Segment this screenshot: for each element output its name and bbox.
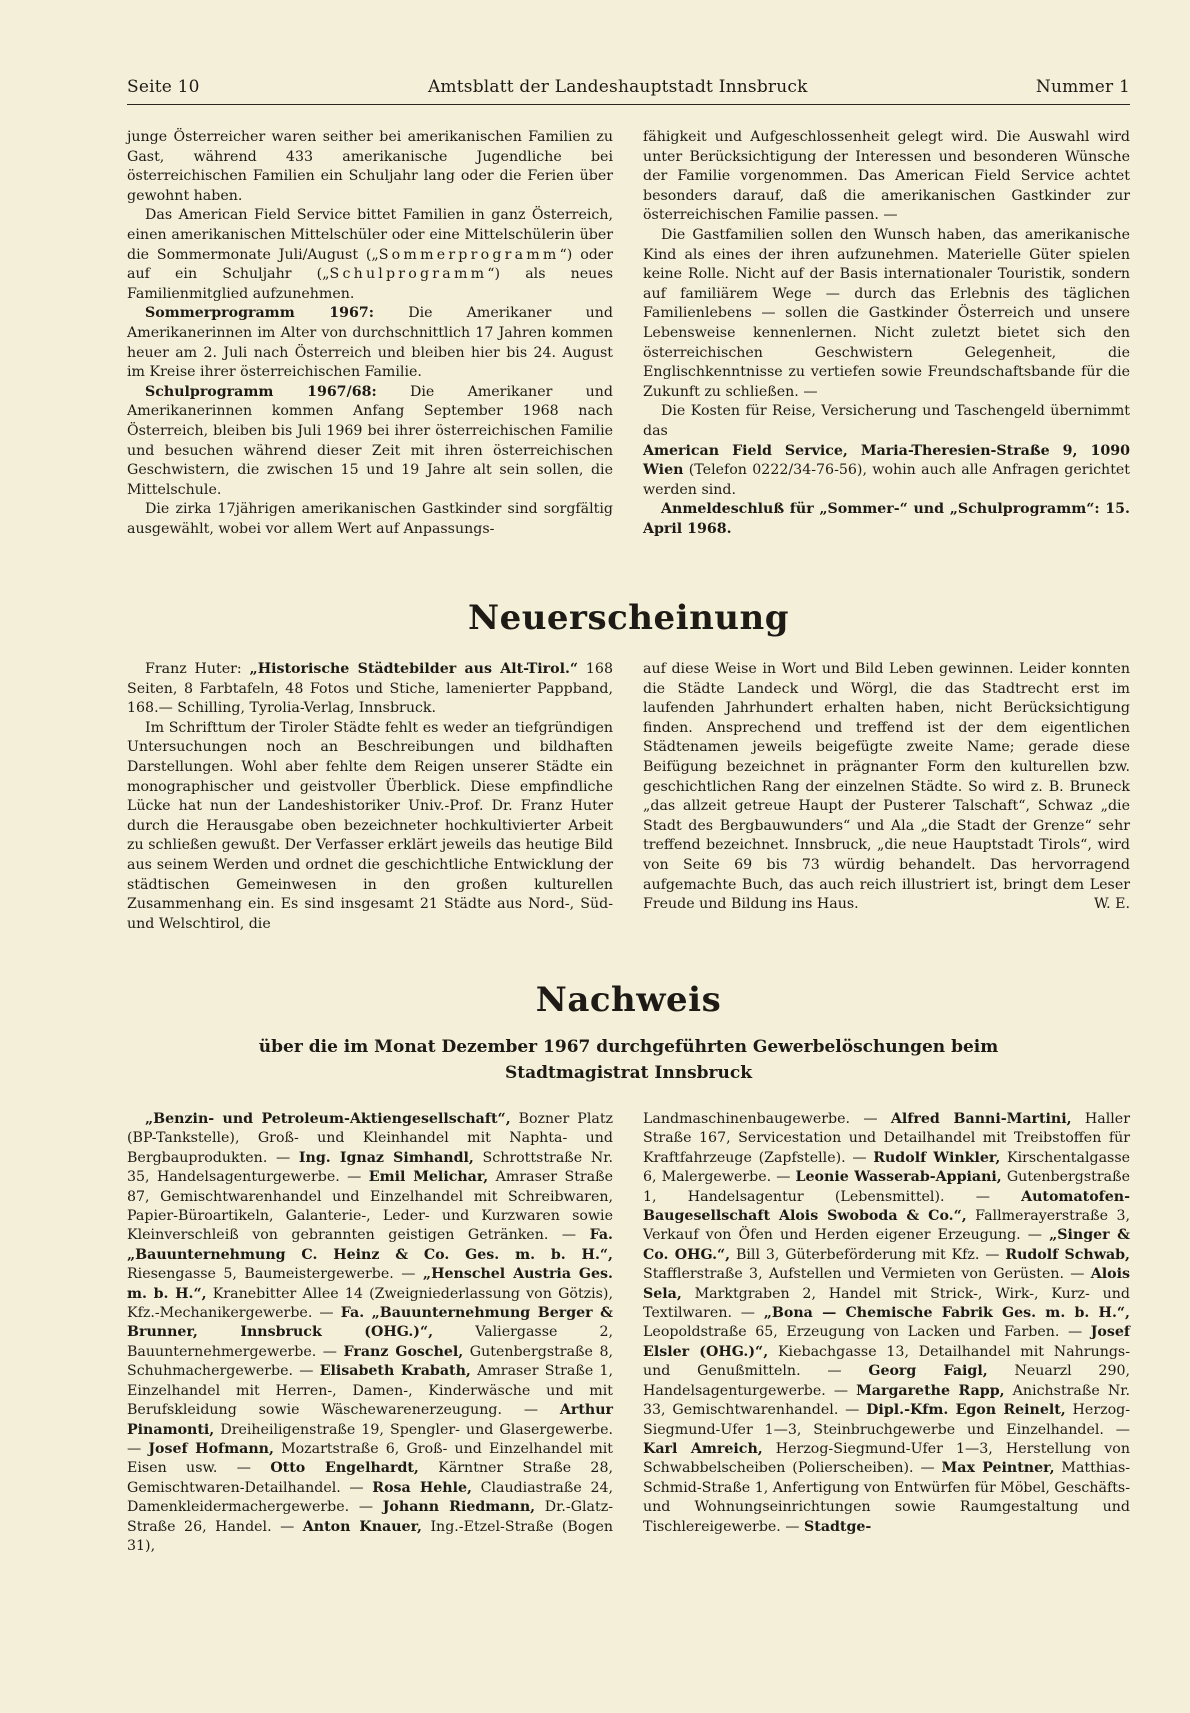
afs-p2-part-e: “) als neues Familienmitglied aufzunehmen.: [127, 266, 613, 302]
afs-sommerprogramm-term: Sommerprogramm: [378, 246, 560, 263]
afs-paragraph-4: [127, 383, 613, 501]
gewerbe-entry-details: Kranebitter Allee 14 (Zweigniederlassung von Götzis), Kfz.-Mechanikergewerbe. —: [127, 1285, 613, 1322]
gewerbe-entry-details: Stafflerstraße 3, Aufstellen und Vermieten von Gerüsten. —: [643, 1266, 1091, 1283]
gewerbe-entry-details: Landmaschinenbaugewerbe. —: [643, 1111, 891, 1127]
gewerbe-entry-name: Automatofen-Baugesellschaft Alois Swoboda & Co.“,: [643, 1188, 1130, 1225]
gewerbe-entry-details: Valiergasse 2, Bauunternehmergewerbe. —: [127, 1324, 613, 1360]
gewerbe-entry-name: Georg Faigl,: [868, 1363, 988, 1380]
gewerbe-entry-name: Dipl.-Kfm. Egon Reinelt,: [866, 1402, 1066, 1419]
gewerbe-entry-name: Max Peintner,: [941, 1460, 1055, 1477]
afs-p2-part-a: Das American Field Service bittet Familien in ganz Österreich, einen amerikanischen Mittelschüler oder eine Mittelschülerin über die Sommermonate Juli/August („: [127, 207, 613, 263]
gewerbe-entry-name: Josef Hofmann,: [148, 1440, 274, 1457]
book-author: Franz Huter:: [145, 661, 250, 677]
gewerbe-entry-details: Kärntner Straße 28, Gemischtwaren-Detailhandel. —: [127, 1460, 613, 1496]
gewerbe-entry-details: Amraser Straße 1, Einzelhandel mit Herren-, Damen-, Kinderwäsche und mit Berufskleidung sowie Wäschewarenerzeugung. —: [127, 1363, 614, 1419]
afs-p2-part-c: “) oder auf ein Schuljahr („: [127, 246, 613, 283]
gewerbe-entry-details: Neuarzl 290, Handelsagenturgewerbe. —: [643, 1363, 1131, 1399]
book-citation: [127, 660, 613, 719]
nachweis-subtitle-line-2: Stadtmagistrat Innsbruck: [505, 1063, 752, 1083]
afs-address: [643, 442, 1130, 501]
book-review-paragraph-1: Im Schrifttum der Tiroler Städte fehlt es weder an tiefgründigen Untersuchungen noch an Beschreibungen und bildhaften Darstellungen. Wohl aber fehlte dem Reigen unserer Städte ein monographischer und geistvoller Überblick. Diese empfindliche Lücke hat nun der Landeshistoriker Univ.-Prof. Dr. Franz Huter durch die Herausgabe oben bezeichneter hochkultivierter Arbeit zu schließen gewußt. Der Verfasser erklärt jeweils das heutige Bild aus seinem Werden und ordnet die geschichtliche Entwicklung der städtischen Gemeinwesen in den großen kulturellen Zusammenhang ein. Es sind insgesamt 21 Städte aus Nord-, Süd- und Welschtirol, die: [127, 719, 613, 932]
gewerbe-entry-name: Ing. Ignaz Simhandl,: [298, 1149, 474, 1166]
afs-deadline: [643, 500, 1130, 539]
afs-schulprogramm-term: Schulprogramm: [329, 266, 488, 283]
gewerbe-entry-name: Alfred Banni-Martini,: [890, 1111, 1072, 1127]
sommerprogramm-text: Die Amerikaner und Amerikanerinnen im Alter von durchschnittlich 17 Jahren kommen heuer am 2. Juli nach Österreich und bleiben hier bis 24. August im Kreise ihrer österreichischen Familie.: [127, 305, 613, 381]
nachweis-subtitle-line-1: über die im Monat Dezember 1967 durchgeführten Gewerbelöschungen beim: [258, 1037, 999, 1057]
gewerbe-entry: [643, 1111, 891, 1127]
gewerbe-entry-details: Haller Straße 167, Servicestation und Detailhandel mit Treibstoffen für Kraftfahrzeuge (Zapfstelle). —: [643, 1111, 1130, 1166]
gewerbe-entry-details: Gutenbergstraße 8, Schuhmachergewerbe. —: [127, 1343, 613, 1380]
gewerbe-list-right: [643, 1110, 1130, 1537]
schulprogramm-text: Die Amerikaner und Amerikanerinnen kommen Anfang September 1968 nach Österreich, bleiben bis Juli 1969 bei ihrer österreichischen Familie und besuchen während dieser Zeit mit ihren österreichischen Geschwistern, die zwischen 15 und 19 Jahre alt sein sollen, die Mittelschule.: [127, 383, 614, 498]
nachweis-title: Nachweis: [535, 980, 722, 1020]
gewerbe-entry-name: Fa. „Bauunternehmung Berger & Brunner, Innsbruck (OHG.)“,: [127, 1305, 613, 1341]
afs-paragraph-3: [127, 304, 613, 382]
header-rule: [127, 104, 1130, 105]
gewerbe-entry-details: Marktgraben 2, Handel mit Strick-, Wirk-, Kurz- und Textilwaren. —: [643, 1285, 1130, 1322]
review-signature: W. E.: [1094, 896, 1130, 913]
gewerbe-entry-name: Leonie Wasserab-Appiani,: [795, 1169, 1002, 1186]
gewerbe-entry-details: Mozartstraße 6, Groß- und Einzelhandel mit Eisen usw. —: [127, 1440, 614, 1477]
book-review-text: auf diese Weise in Wort und Bild Leben gewinnen. Leider konnten die Städte Landeck und Wörgl, die das Stadtrecht erst im laufenden Jahrhundert erhalten haben, nicht Berücksichtigung finden. Ansprechend und treffend ist der dem eigentlichen Städtenamen jeweils beigefügte zweite Name; gerade diese Beifügung bezeichnet in prägnanter Form den kulturellen bzw. geschichtlichen Rang der einzelnen Städte. So wird z. B. Bruneck „das allzeit getreue Haupt der Pusterer Talschaft“, Schwaz „die Stadt des Bergbauwunders“ und Ala „die Stadt der Grenze“ sehr treffend bezeichnet. Innsbruck, „die neue Hauptstadt Tirols“, wird von Seite 69 bis 73 würdig behandelt. Das hervorragend aufgemachte Buch, das auch reich illustriert ist, bringt dem Leser Freude und Bildung ins Haus.: [643, 661, 1130, 913]
gewerbe-right-paragraph: [643, 1110, 1130, 1537]
book-title: „Historische Städtebilder aus Alt-Tirol.“: [249, 661, 579, 677]
gewerbe-entry-details: Kirschentalgasse 6, Malergewerbe. —: [643, 1149, 1130, 1186]
gewerbe-entry-name: Franz Goschel,: [343, 1343, 464, 1360]
gewerbe-entry-details: Dr.-Glatz-Straße 26, Handel. —: [127, 1499, 613, 1535]
gewerbe-entry-details: Herzog-Siegmund-Ufer 1—3, Steinbruchgewerbe und Einzelhandel. —: [643, 1402, 1130, 1438]
gewerbe-entry-details: Bill 3, Güterbeförderung mit Kfz. —: [730, 1246, 1006, 1263]
afs-article-left: [127, 128, 613, 539]
gewerbe-entry-details: Amraser Straße 87, Gemischtwarenhandel und Einzelhandel mit Schreibwaren, Papier-Büroartikeln, Galanterie-, Leder- und Kurzwaren sowie Kleinverschleiß von gebrannten geistigen Getränken. —: [127, 1169, 614, 1244]
gewerbe-entry-name: Otto Engelhardt,: [270, 1460, 419, 1477]
issue-number: Nummer 1: [1035, 77, 1130, 97]
gewerbe-entry-name: Karl Amreich,: [643, 1440, 763, 1457]
gewerbe-entry-name: Fa. „Bauunternehmung C. Heinz & Co. Ges. m. b. H.“,: [127, 1227, 613, 1263]
gewerbe-entry-details: Kiebachgasse 13, Detailhandel mit Nahrungs- und Genußmitteln. —: [643, 1343, 1131, 1380]
gewerbe-entry-name: Margarethe Rapp,: [856, 1382, 1005, 1399]
page-number: Seite 10: [127, 77, 200, 97]
publication-title: Amtsblatt der Landeshauptstadt Innsbruck: [427, 77, 808, 97]
gewerbe-entry-name: „Bona — Chemische Fabrik Ges. m. b. H.“,: [763, 1305, 1130, 1322]
book-review-paragraph-2: [643, 660, 1130, 915]
afs-paragraph-6: fähigkeit und Aufgeschlossenheit gelegt wird. Die Auswahl wird unter Berücksichtigung der Interessen und besonderen Wünsche der Familie vorgenommen. Das American Field Service achtet besonders darauf, daß die amerikanischen Gastkinder zur österreichischen Familie passen. —: [643, 129, 1130, 224]
nachweis-subtitle: [127, 1034, 1130, 1086]
book-review-right: [643, 660, 1130, 915]
gewerbe-entry-name: Elisabeth Krabath,: [319, 1363, 471, 1380]
afs-deadline-text: Anmeldeschluß für „Sommer-“ und „Schulprogramm“: 15. April 1968.: [643, 501, 1130, 537]
book-review-left: [127, 660, 613, 934]
afs-paragraph-2: [127, 206, 613, 304]
sommerprogramm-label: Sommerprogramm 1967:: [145, 305, 375, 322]
gewerbe-entry-name: „Benzin- und Petroleum-Aktiengesellschaft“,: [145, 1111, 511, 1127]
gewerbe-entry-details: Fallmerayerstraße 3, Verkauf von Öfen und Herden eigener Erzeugung. —: [643, 1208, 1130, 1244]
gewerbe-entry: [804, 1519, 871, 1535]
page-header: [127, 74, 1130, 100]
afs-address-text: (Telefon 0222/34-76-56), wohin auch alle Anfragen gerichtet werden sind.: [643, 462, 1130, 498]
afs-paragraph-5: Die zirka 17jährigen amerikanischen Gastkinder sind sorgfältig ausgewählt, wobei vor allem Wert auf Anpassungs-: [127, 501, 613, 537]
gewerbe-entry-name: Josef Elsler (OHG.)“,: [643, 1324, 1130, 1360]
gewerbe-entry-name: „Henschel Austria Ges. m. b. H.“,: [127, 1266, 613, 1302]
gewerbe-entry-name: Rudolf Schwab,: [1005, 1246, 1130, 1263]
gewerbe-entry-details: Schrottstraße Nr. 35, Handelsagenturgewerbe. —: [127, 1149, 613, 1186]
gewerbe-entry-details: Leopoldstraße 65, Erzeugung von Lacken und Farben. —: [643, 1324, 1091, 1341]
gewerbe-entry-name: Anton Knauer,: [302, 1518, 422, 1535]
afs-paragraph-1: junge Österreicher waren seither bei amerikanischen Familien zu Gast, während 433 amerikanische Jugendliche bei österreichischen Familien ein Schuljahr lang oder die Ferien über gewohnt haben.: [127, 129, 613, 204]
gewerbe-entry-details: Bozner Platz (BP-Tankstelle), Groß- und Kleinhandel mit Naphta- und Bergbauprodukten. —: [127, 1111, 614, 1166]
gewerbe-entry-name: Johann Riedmann,: [382, 1499, 536, 1516]
gewerbe-entry-name: „Singer & Co. OHG.“,: [643, 1227, 1130, 1263]
gewerbe-entry-details: Herzog-Siegmund-Ufer 1—3, Herstellung von Schwabbelscheiben (Polierscheiben). —: [643, 1440, 1130, 1477]
afs-paragraph-7: Die Gastfamilien sollen den Wunsch haben, das amerikanische Kind als eines der ihren aufzunehmen. Materielle Güter spielen keine Rolle. Nicht auf der Basis internationaler Touristik, sondern auf familiärem Wege — durch das Erlebnis des täglichen Familienlebens — sollen die Gastkinder Österreich und unsere Lebensweise kennenlernen. Nicht zuletzt bietet sich den österreichischen Geschwistern Gelegenheit, die Englischkenntnisse zu vertiefen sowie Freundschaftsbande für die Zukunft zu schließen. —: [643, 226, 1130, 400]
gewerbe-entry-name: Arthur Pinamonti,: [127, 1402, 613, 1438]
gewerbe-entry-name: Rosa Hehle,: [372, 1479, 472, 1496]
schulprogramm-label: Schulprogramm 1967/68:: [145, 383, 377, 400]
gewerbe-entry-details: Gutenbergstraße 1, Handelsagentur (Lebensmittel). —: [643, 1169, 1130, 1205]
afs-paragraph-8: Die Kosten für Reise, Versicherung und Taschengeld übernimmt das: [643, 403, 1130, 439]
gewerbe-entry-name: Stadtge-: [804, 1518, 872, 1535]
afs-address-bold: American Field Service, Maria-Theresien-Straße 9, 1090 Wien: [643, 442, 1130, 479]
gewerbe-entry-details: Dreiheiligenstraße 19, Spengler- und Glasergewerbe. —: [127, 1421, 613, 1457]
book-details: 168 Seiten, 8 Farbtafeln, 48 Fotos und Stiche, lamenierter Pappband, 168.— Schilling, Tyrolia-Verlag, Innsbruck.: [127, 661, 613, 717]
gewerbe-entry-name: Emil Melichar,: [368, 1169, 489, 1186]
gewerbe-entry-details: Riesengasse 5, Baumeistergewerbe. —: [127, 1266, 423, 1283]
gewerbe-entry-details: Claudiastraße 24, Damenkleidermachergewerbe. —: [127, 1479, 614, 1516]
gewerbe-entry-name: Rudolf Winkler,: [873, 1149, 1001, 1166]
neuerscheinung-title: Neuerscheinung: [467, 598, 790, 638]
gewerbe-entry-details: Matthias-Schmid-Straße 1, Anfertigung von Entwürfen für Möbel, Geschäfts- und Wohnungseinrichtungen sowie Raumgestaltung und Tischlereigewerbe. —: [643, 1460, 1131, 1535]
gewerbe-entry-details: Anichstraße Nr. 33, Gemischtwarenhandel. —: [643, 1382, 1130, 1419]
gewerbe-left-paragraph: [127, 1110, 613, 1556]
gewerbe-entry-details: Ing.-Etzel-Straße (Bogen 31),: [127, 1518, 613, 1554]
afs-article-right: [643, 128, 1130, 539]
gewerbe-list-left: [127, 1110, 613, 1556]
gewerbe-entry-name: Alois Sela,: [643, 1266, 1130, 1302]
